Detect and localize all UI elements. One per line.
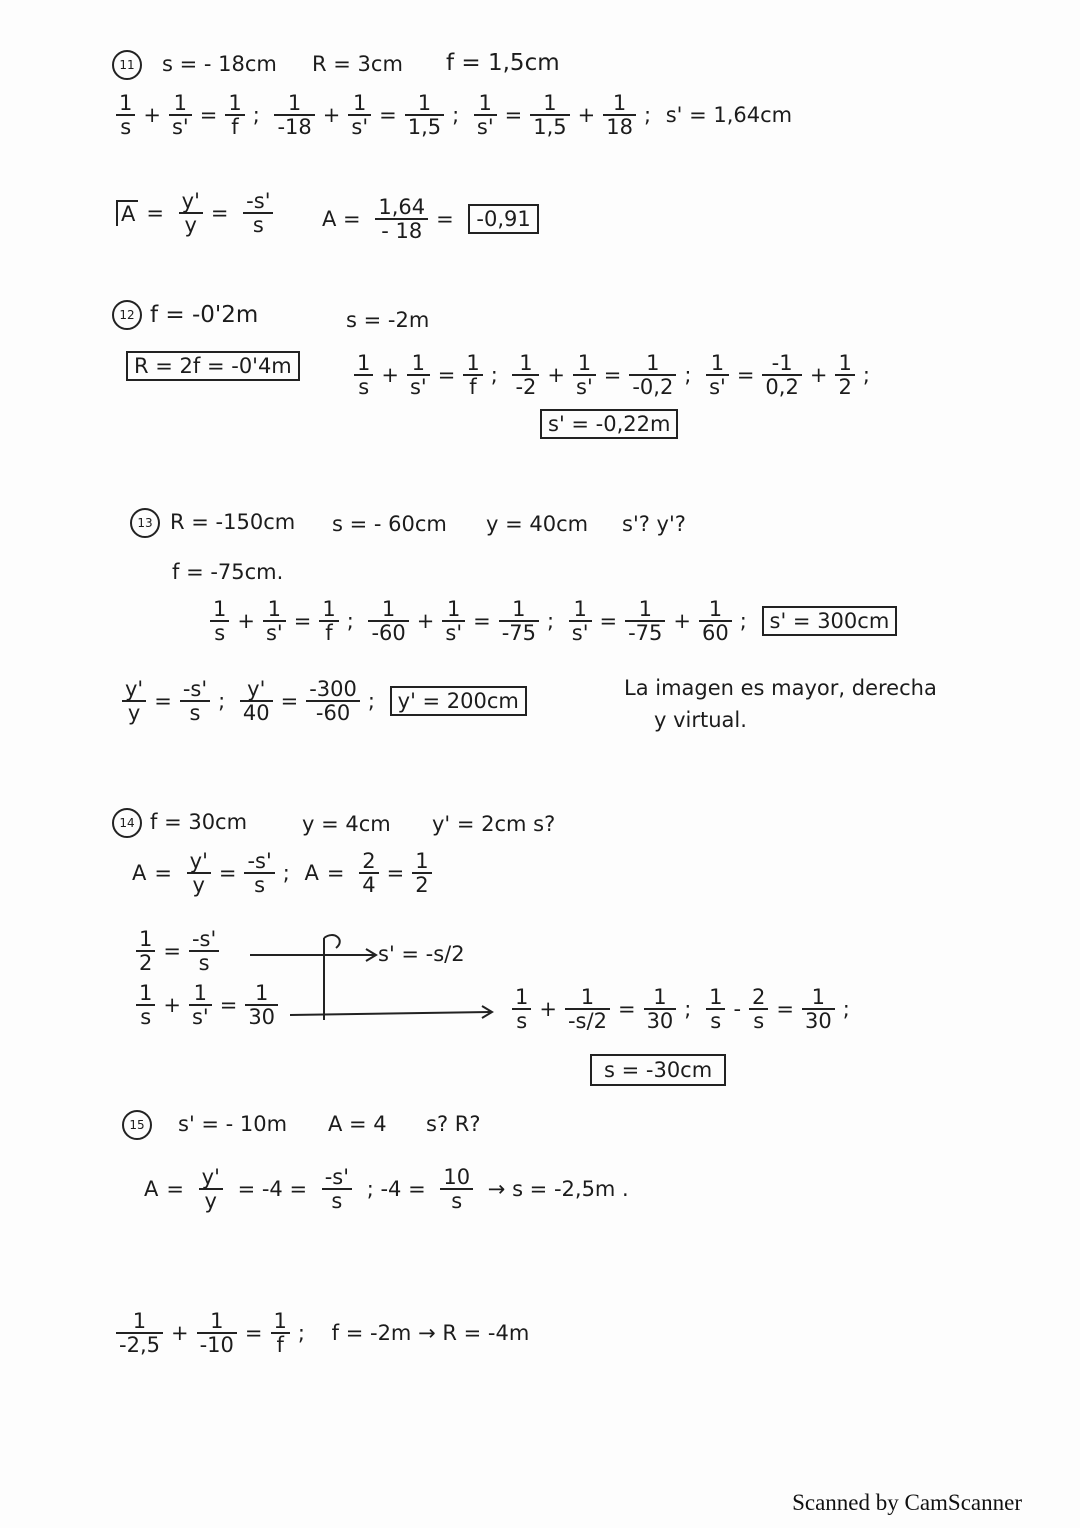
given-s: s = -2m [346,308,430,332]
magnification-result: -0,91 [468,204,538,234]
given-s-prime: s' = - 10m [178,1112,288,1136]
given-f: f = -0'2m [150,302,259,328]
lens-equation: $\frac{1}{-2,5}$ + $\frac{1}{-10}$ = $\frac{1}{f}$ ; f = -2m → R = -4m [112,1310,533,1356]
given-A: A = 4 [328,1112,387,1136]
substituted-s-prime: s' = -s/2 [378,942,465,966]
given-f: f = 1,5cm [446,50,560,76]
given-y: y = 4cm [302,812,391,836]
given-r: R = 3cm [312,52,403,76]
given-s: s = - 18cm [162,52,277,76]
given-s: s = - 60cm [332,512,447,536]
lens-equation: $\frac{1}{s}$ + $\frac{1}{s'}$ = $\frac{1}{f}$ ; $\frac{1}{-60}$ + $\frac{1}{s'}$ = $\frac{1}{-75}$ ; $\frac{1}{s'}$ = $\frac{1}{-75}$ + $\frac{1}{60}$ ; s' = 300cm [206,598,901,644]
scanner-watermark: Scanned by CamScanner [792,1490,1022,1515]
given-f: f = -75cm. [172,560,284,584]
problem-number: 13 [130,508,160,538]
given-f: f = 30cm [150,810,248,834]
result-s: s' = 1,64cm [665,103,793,128]
magnification-equation: A = $\frac{y'}{y}$ = -4 = $\frac{-s'}{s}$ ; -4 = $\frac{10}{s}$ → s = -2,5m . [144,1165,629,1214]
object-distance-result: s = -30cm [590,1058,726,1082]
system-eq-2: $\frac{1}{s}$ + $\frac{1}{s'}$ = $\frac{1}{30}$ [132,982,282,1028]
lens-equation: $\frac{1}{s}$ + $\frac{1}{s'}$ = $\frac{1}{f}$ ; $\frac{1}{-2}$ + $\frac{1}{s'}$ = $\frac{1}{-0,2}$ ; $\frac{1}{s'}$ = $\frac{-1}{0,2}$ + $\frac{1}{2}$ ; [350,352,874,398]
focal-radius-result: f = -2m → R = -4m [331,1321,530,1346]
lens-substitution: $\frac{1}{s}$ + $\frac{1}{-s/2}$ = $\frac{1}{30}$ ; $\frac{1}{s}$ - $\frac{2}{s}$ = $\frac{1}{30}$ ; [508,986,854,1032]
problem-number: 12 [112,300,142,330]
unknowns: s? R? [426,1112,481,1136]
magnification-calc: A = $\frac{1,64}{- 18}$ = -0,91 [318,196,543,242]
problem-number: 14 [112,808,142,838]
given-r: R = -150cm [170,510,296,534]
magnification-equation: $\frac{y'}{y}$ = $\frac{-s'}{s}$ ; $\frac{y'}{40}$ = $\frac{-300}{-60}$ ; y' = 200cm [118,678,531,724]
given-y-prime: y' = 2cm s? [432,812,556,836]
conclusion-line-2: y virtual. [654,708,747,732]
image-distance-result: s' = -0,22m [540,412,678,436]
magnification-equation: A = $\frac{y'}{y}$ = $\frac{-s'}{s}$ [112,190,277,236]
magnification-equation: A = $\frac{y'}{y}$ = $\frac{-s'}{s}$ ; A = $\frac{2}{4}$ = $\frac{1}{2}$ [128,850,436,896]
object-distance-result: → s = -2,5m . [487,1177,629,1202]
image-height-result: y' = 200cm [390,686,527,716]
conclusion-line-1: La imagen es mayor, derecha [624,676,937,700]
problem-number: 15 [122,1110,152,1140]
system-eq-1: $\frac{1}{2}$ = $\frac{-s'}{s}$ [132,928,223,974]
lens-equation: $\frac{1}{s}$ + $\frac{1}{s'}$ = $\frac{1}{f}$ ; $\frac{1}{-18}$ + $\frac{1}{s'}$ = $\frac{1}{1,5}$ ; $\frac{1}{s'}$ = $\frac{1}{1,5}$ + $\frac{1}{18}$ ; s' = 1,64cm [112,92,796,138]
radius-result: R = 2f = -0'4m [126,354,300,378]
problem-number: 11 [112,50,142,80]
given-y: y = 40cm [486,512,589,536]
unknowns: s'? y'? [622,512,686,536]
image-distance-result: s' = 300cm [762,606,898,636]
